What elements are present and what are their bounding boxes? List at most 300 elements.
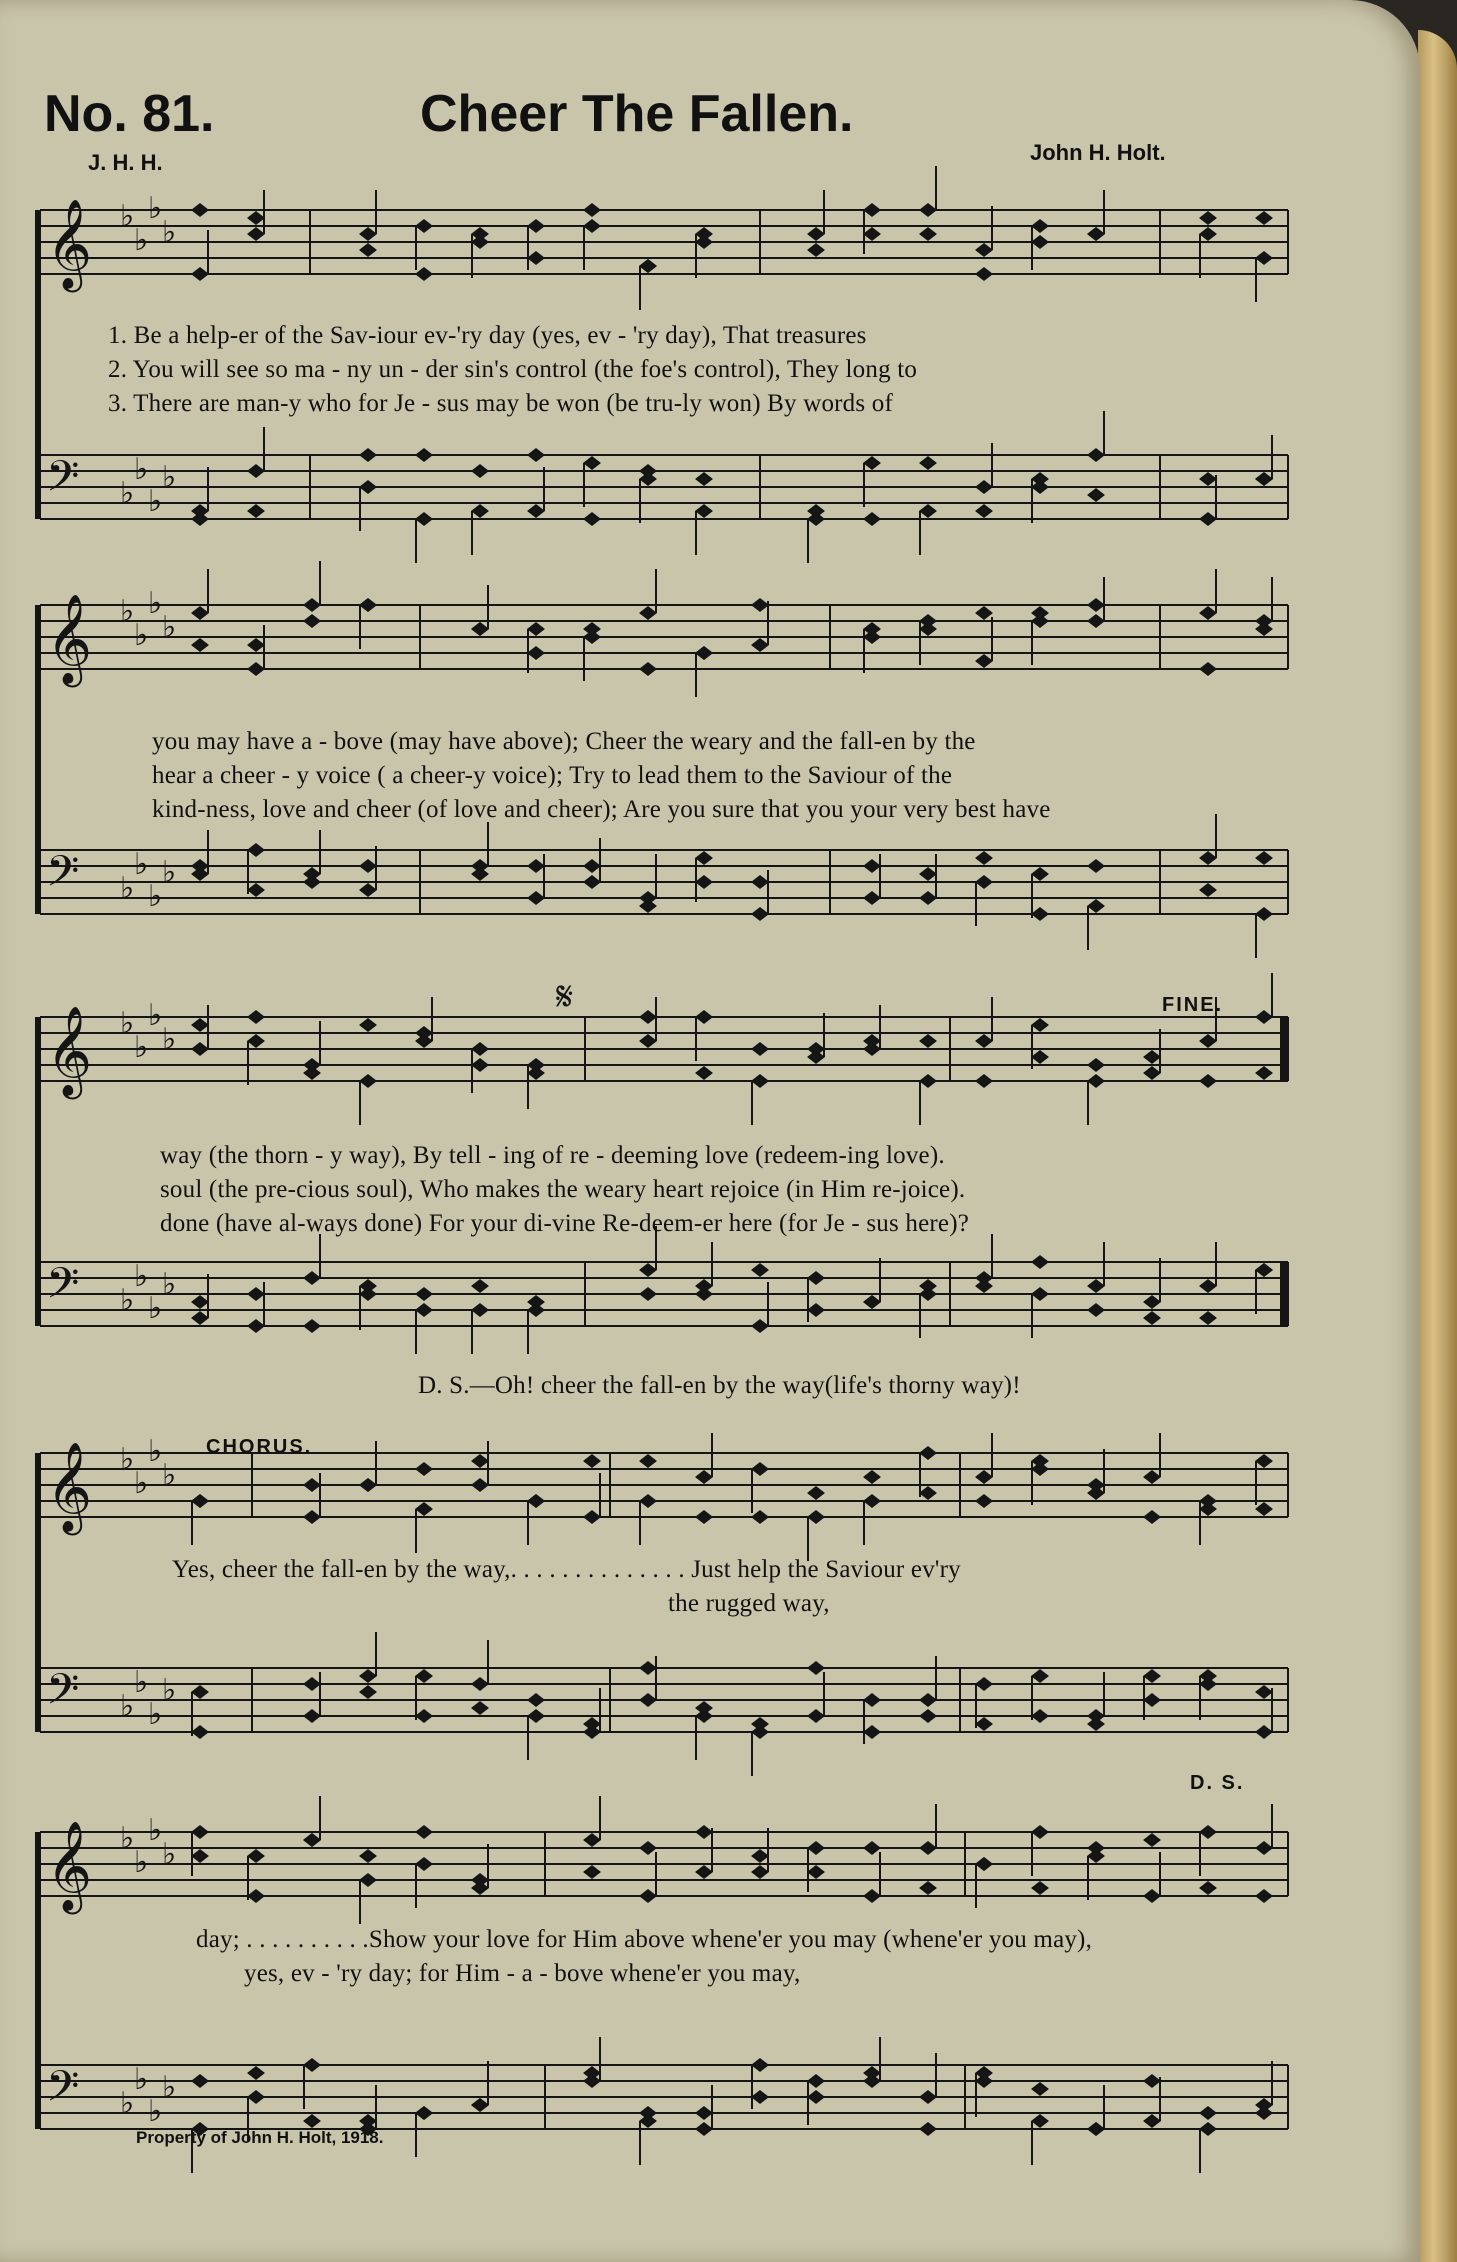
note-head [1143,1889,1161,1903]
note-head [1143,2074,1161,2088]
note-head [919,1034,937,1048]
note-head [807,1510,825,1524]
note-head [639,899,657,913]
bass-clef-icon: 𝄢 [46,452,80,512]
note-head [1199,1881,1217,1895]
note-head [1255,1889,1273,1903]
note-head [751,1462,769,1476]
note-head [303,1478,321,1492]
note-head [1199,1677,1217,1691]
note-head [583,875,601,889]
note-head [863,456,881,470]
note-head [471,1677,489,1691]
note-head [1199,851,1217,865]
note-head [583,456,601,470]
lyric-verse2-system1: 2. You will see so ma - ny un - der sin's control (the foe's control), They long to [108,356,918,383]
note-head [1199,2106,1217,2120]
note-head [247,1319,265,1333]
note-head [583,219,601,233]
note-head [751,2058,769,2072]
lyric-chorus-line2: the rugged way, [668,1590,830,1617]
note-head [303,1510,321,1524]
note-head [527,646,545,660]
note-head [1143,2114,1161,2128]
note-head [247,1034,265,1048]
note-head [359,598,377,612]
note-head [583,1510,601,1524]
note-head [1031,235,1049,249]
note-head [191,606,209,620]
note-head [1255,251,1273,265]
note-head [583,1865,601,1879]
note-head [807,1865,825,1879]
note-head [639,259,657,273]
note-head [247,1010,265,1024]
note-head [695,1010,713,1024]
note-head [863,630,881,644]
note-head [751,875,769,889]
note-head [1031,2114,1049,2128]
note-head [751,1263,769,1277]
note-head [415,1502,433,1516]
note-head [695,472,713,486]
note-head [975,1677,993,1691]
note-head [863,512,881,526]
note-head [1087,1074,1105,1088]
note-head [919,203,937,217]
flat-icon: ♭ [162,1458,177,1493]
note-head [1031,1669,1049,1683]
note-head [1199,227,1217,241]
note-head [919,1841,937,1855]
note-head [1087,488,1105,502]
note-head [751,598,769,612]
note-head [1199,1074,1217,1088]
lyric-verse1-system1: 1. Be a help-er of the Sav-iour ev-'ry day (yes, ev - 'ry day), That treasures [108,322,867,349]
note-head [303,598,321,612]
note-head [191,2074,209,2088]
note-head [639,464,657,478]
note-head [1031,1050,1049,1064]
note-head [527,891,545,905]
note-head [415,1669,433,1683]
note-head [1031,1287,1049,1301]
note-head [863,1034,881,1048]
note-head [695,2106,713,2120]
note-head [1199,2122,1217,2136]
treble-clef-icon: 𝄞 [46,594,93,684]
note-head [415,1825,433,1839]
note-head [919,1709,937,1723]
note-head [695,1470,713,1484]
note-head [527,1295,545,1309]
note-head [303,1833,321,1847]
note-head [191,1295,209,1309]
flat-icon: ♭ [148,879,163,914]
note-head [191,512,209,526]
note-head [415,1026,433,1040]
flat-icon: ♭ [120,1689,135,1724]
note-head [247,662,265,676]
note-head [1087,1303,1105,1317]
note-head [1087,614,1105,628]
note-head [807,2074,825,2088]
note-head [1143,1470,1161,1484]
lyric-verse1-system2: you may have a - bove (may have above); Cheer the weary and the fall-en by the [152,728,976,755]
note-head [695,1066,713,1080]
note-head [1199,472,1217,486]
note-head [1199,662,1217,676]
flat-icon: ♭ [148,484,163,519]
note-head [1255,1010,1273,1024]
flat-icon: ♭ [120,871,135,906]
note-head [1143,1295,1161,1309]
flat-icon: ♭ [120,594,135,629]
fine-marking: FINE. [1162,994,1224,1016]
note-head [863,2066,881,2080]
bass-clef-icon: 𝄢 [46,2062,80,2122]
flat-icon: ♭ [162,1837,177,1872]
note-head [1087,1478,1105,1492]
note-head [1031,2082,1049,2096]
note-head [1031,1709,1049,1723]
note-head [247,2066,265,2080]
note-head [751,1717,769,1731]
note-head [583,203,601,217]
note-head [1087,859,1105,873]
note-head [359,243,377,257]
note-head [1031,867,1049,881]
note-head [1255,472,1273,486]
note-head [303,614,321,628]
note-head [1087,227,1105,241]
note-head [975,654,993,668]
flat-icon: ♭ [120,2086,135,2121]
note-head [247,504,265,518]
flat-icon: ♭ [134,2062,149,2097]
note-head [471,464,489,478]
note-head [527,448,545,462]
note-head [751,1849,769,1863]
note-head [583,1833,601,1847]
note-head [359,1287,377,1301]
note-head [1199,1034,1217,1048]
note-head [191,859,209,873]
note-head [527,1693,545,1707]
note-head [639,1841,657,1855]
note-head [415,2106,433,2120]
note-head [303,2114,321,2128]
flat-icon: ♭ [120,476,135,511]
note-head [359,1669,377,1683]
note-head [1031,1018,1049,1032]
note-head [919,504,937,518]
final-barline [1280,1017,1288,1081]
note-head [975,1470,993,1484]
note-head [751,1510,769,1524]
note-head [359,227,377,241]
note-head [975,267,993,281]
note-head [639,1889,657,1903]
note-head [1143,1066,1161,1080]
flat-icon: ♭ [134,1845,149,1880]
note-head [527,859,545,873]
composer-name: John H. Holt. [1030,140,1166,165]
flat-icon: ♭ [148,191,163,226]
flat-icon: ♭ [162,2070,177,2105]
note-head [527,1066,545,1080]
note-head [807,1271,825,1285]
note-head [191,1685,209,1699]
note-head [1199,1311,1217,1325]
flat-icon: ♭ [162,855,177,890]
note-head [471,504,489,518]
lyric-verse1-system3: way (the thorn - y way), By tell - ing of re - deeming love (redeem-ing love). [160,1142,945,1169]
note-head [1143,1693,1161,1707]
note-head [359,2114,377,2128]
note-head [471,1701,489,1715]
note-head [359,480,377,494]
note-head [751,1074,769,1088]
note-head [975,1074,993,1088]
note-head [359,1685,377,1699]
note-head [191,1311,209,1325]
note-head [247,638,265,652]
note-head [1255,907,1273,921]
note-head [975,480,993,494]
treble-clef-icon: 𝄞 [46,1006,93,1096]
note-head [1087,1058,1105,1072]
note-head [807,1486,825,1500]
note-head [303,2058,321,2072]
note-head [695,2122,713,2136]
note-head [359,1478,377,1492]
note-head [695,504,713,518]
note-head [415,267,433,281]
note-head [1031,1825,1049,1839]
note-head [247,1287,265,1301]
note-head [751,1319,769,1333]
note-head [583,622,601,636]
note-head [471,1042,489,1056]
note-head [1143,1669,1161,1683]
ds-instruction: D. S.—Oh! cheer the fall-en by the way(life's thorny way)! [418,1372,1021,1399]
note-head [919,1074,937,1088]
note-head [975,875,993,889]
lyric-final-line2: yes, ev - 'ry day; for Him - a - bove whene'er you may, [244,1960,801,1987]
note-head [191,1849,209,1863]
note-head [415,1462,433,1476]
note-head [919,1446,937,1460]
flat-icon: ♭ [148,1697,163,1732]
note-head [695,1825,713,1839]
note-head [527,622,545,636]
book-edge [1418,30,1457,2262]
note-head [975,1494,993,1508]
lyric-final-line1: day; . . . . . . . . . .Show your love for Him above whene'er you may (whene'er you may), [196,1926,1093,1953]
note-head [471,1478,489,1492]
note-head [247,1849,265,1863]
flat-icon: ♭ [134,1030,149,1065]
note-head [639,662,657,676]
lyricist-initials: J. H. H. [88,150,163,175]
segno-icon: 𝄋 [556,974,574,1020]
note-head [695,1510,713,1524]
lyric-verse3-system2: kind-ness, love and cheer (of love and cheer); Are you sure that you your very best have [152,796,1051,823]
note-head [247,1889,265,1903]
note-head [471,1303,489,1317]
flat-icon: ♭ [148,2094,163,2129]
note-head [359,1018,377,1032]
note-head [807,2090,825,2104]
note-head [247,211,265,225]
hymn-number: No. 81. [44,85,215,143]
flat-icon: ♭ [134,1665,149,1700]
note-head [471,1873,489,1887]
note-head [583,859,601,873]
note-head [527,1709,545,1723]
note-head [1255,2106,1273,2120]
note-head [975,606,993,620]
flat-icon: ♭ [134,452,149,487]
note-head [919,1881,937,1895]
note-head [1255,851,1273,865]
note-head [303,1066,321,1080]
note-head [1031,907,1049,921]
note-head [471,1454,489,1468]
note-head [1255,1685,1273,1699]
note-head [247,883,265,897]
note-head [863,1295,881,1309]
note-head [303,875,321,889]
note-head [1199,211,1217,225]
note-head [1255,1454,1273,1468]
note-head [303,1677,321,1691]
note-head [1031,1255,1049,1269]
note-head [191,1825,209,1839]
chorus-marking: CHORUS. [206,1436,313,1458]
note-head [247,843,265,857]
hymn-title: Cheer The Fallen. [420,85,854,143]
note-head [1255,1066,1273,1080]
note-head [1087,598,1105,612]
note-head [863,1494,881,1508]
note-head [1199,606,1217,620]
note-head [975,851,993,865]
note-head [863,1693,881,1707]
note-head [1199,1502,1217,1516]
note-head [807,1841,825,1855]
note-head [919,456,937,470]
note-head [359,1074,377,1088]
note-head [1031,606,1049,620]
note-head [527,219,545,233]
note-head [1031,1881,1049,1895]
note-head [975,2074,993,2088]
note-head [191,1494,209,1508]
note-head [415,448,433,462]
note-head [751,2090,769,2104]
flat-icon: ♭ [162,1022,177,1057]
note-head [1199,883,1217,897]
note-head [1031,480,1049,494]
flat-icon: ♭ [120,1006,135,1041]
note-head [1199,512,1217,526]
note-head [863,859,881,873]
note-head [863,1889,881,1903]
note-head [1087,2122,1105,2136]
note-head [695,1701,713,1715]
note-head [1087,448,1105,462]
note-head [751,1865,769,1879]
note-head [695,851,713,865]
flat-icon: ♭ [134,1259,149,1294]
note-head [807,1709,825,1723]
note-head [191,1725,209,1739]
flat-icon: ♭ [148,1813,163,1848]
note-head [639,1454,657,1468]
note-head [471,867,489,881]
note-head [919,1693,937,1707]
bass-clef-icon: 𝄢 [46,847,80,907]
note-head [471,622,489,636]
note-head [639,2106,657,2120]
note-head [471,2098,489,2112]
flat-icon: ♭ [162,1673,177,1708]
note-head [1255,1725,1273,1739]
note-head [919,2090,937,2104]
flat-icon: ♭ [148,1291,163,1326]
note-head [191,1042,209,1056]
note-head [1143,1311,1161,1325]
note-head [1255,622,1273,636]
note-head [1143,1833,1161,1847]
note-head [527,251,545,265]
note-head [639,606,657,620]
note-head [1031,1462,1049,1476]
flat-icon: ♭ [148,998,163,1033]
note-head [863,1470,881,1484]
lyric-verse3-system1: 3. There are man-y who for Je - sus may be won (be tru-ly won) By words of [108,390,893,417]
note-head [1199,1279,1217,1293]
note-head [807,504,825,518]
note-head [863,1725,881,1739]
note-head [359,1849,377,1863]
treble-clef-icon: 𝄞 [46,1821,93,1911]
ds-marking: D. S. [1190,1772,1245,1794]
note-head [583,1454,601,1468]
note-head [919,1279,937,1293]
treble-clef-icon: 𝄞 [46,199,93,289]
note-head [863,227,881,241]
note-head [863,203,881,217]
note-head [1255,1841,1273,1855]
note-head [807,1661,825,1675]
note-head [863,1841,881,1855]
note-head [975,1717,993,1731]
note-head [415,1709,433,1723]
treble-clef-icon: 𝄞 [46,1442,93,1532]
note-head [303,1319,321,1333]
lyric-verse2-system3: soul (the pre-cious soul), Who makes the weary heart rejoice (in Him re-joice). [160,1176,966,1203]
flat-icon: ♭ [134,223,149,258]
note-head [1255,1263,1273,1277]
note-head [639,1034,657,1048]
note-head [1143,1050,1161,1064]
bass-clef-icon: 𝄢 [46,1665,80,1725]
note-head [247,2090,265,2104]
lyric-verse2-system2: hear a cheer - y voice ( a cheer-y voice); Try to lead them to the Saviour of the [152,762,953,789]
